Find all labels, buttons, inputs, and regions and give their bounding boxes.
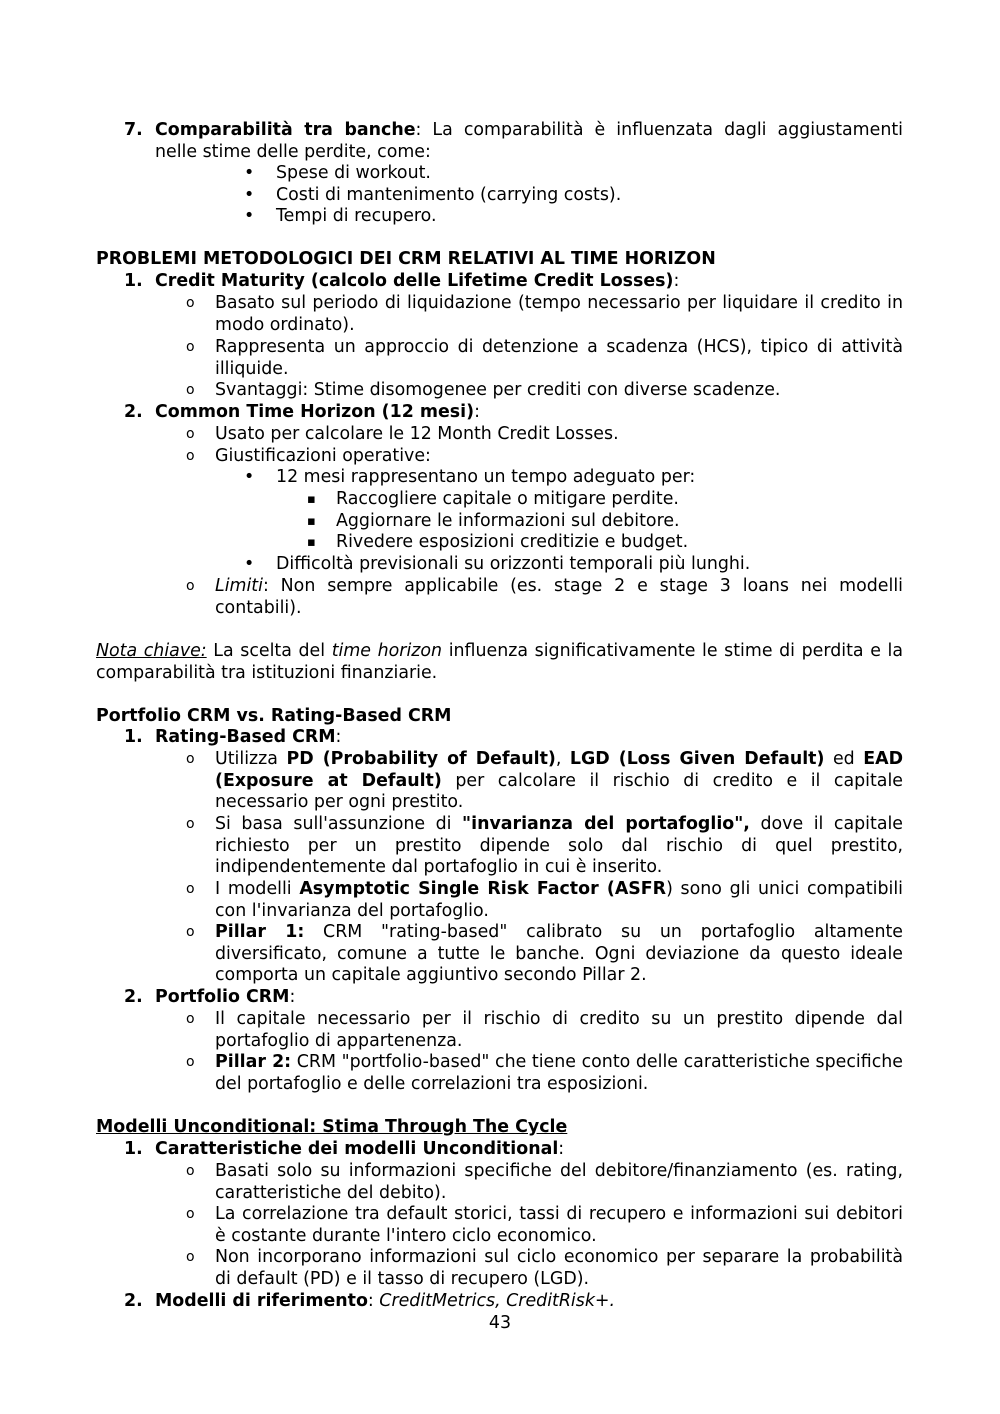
list-item-rating-based [155, 727, 903, 749]
list-item: Rappresenta un approccio di detenzione a scadenza (HCS), tipico di attività illiquide. [215, 337, 903, 379]
bullet-square: ▪ [307, 535, 316, 550]
item-text: CRM "portfolio-based" che tiene conto delle caratteristiche specifiche del portafoglio e delle correlazioni tra esposizioni. [215, 1052, 903, 1094]
list-item: Difficoltà previsionali su orizzonti temporali più lunghi. [276, 554, 751, 574]
item-title: Rating-Based CRM [155, 727, 336, 747]
bullet-circle: o [186, 1249, 195, 1265]
key-note [96, 641, 903, 684]
bullet-circle: o [186, 382, 195, 398]
bullet-circle: o [186, 578, 195, 594]
list-item-common-time-horizon [155, 402, 903, 424]
item-text: I modelli [215, 879, 300, 899]
list-item: Svantaggi: Stime disomogenee per crediti con diverse scadenze. [215, 380, 781, 400]
list-item: Raccogliere capitale o mitigare perdite. [336, 489, 679, 509]
list-item: Basato sul periodo di liquidazione (tempo necessario per liquidare il credito in modo ordinato). [215, 293, 903, 335]
bullet-square: ▪ [307, 492, 316, 507]
item-text: : Non sempre applicabile (es. stage 2 e stage 3 loans nei modelli contabili). [215, 576, 903, 618]
bullet-circle: o [186, 1206, 195, 1222]
list-item: Rivedere esposizioni creditizie e budget. [336, 532, 689, 552]
section-heading-unconditional: Modelli Unconditional: Stima Through The Cycle [96, 1117, 568, 1137]
item-title: Credit Maturity (calcolo delle Lifetime Credit Losses) [155, 271, 674, 291]
list-item: Non incorporano informazioni sul ciclo economico per separare la probabilità di default (PD) e il tasso di recupero (LGD). [215, 1247, 903, 1289]
bold-term: Pillar 2: [215, 1052, 292, 1072]
note-text: influenza significativamente le stime di perdita e la comparabilità tra istituzioni finanziarie. [96, 641, 904, 683]
item-text: : [558, 1139, 565, 1159]
note-text: La scelta del [206, 641, 332, 661]
list-item [215, 749, 903, 814]
list-number: 2. [124, 402, 143, 422]
bullet-dot: • [244, 163, 255, 183]
list-item: 12 mesi rappresentano un tempo adeguato per: [276, 467, 696, 487]
item-title: Comparabilità tra banche [155, 120, 416, 140]
item-text: ed [824, 749, 864, 769]
list-item: Usato per calcolare le 12 Month Credit Losses. [215, 424, 619, 444]
item-text: per calcolare il rischio di credito e il capitale necessario per ogni prestito. [215, 770, 903, 813]
bullet-circle: o [186, 426, 195, 442]
list-number: 2. [124, 987, 143, 1007]
list-item: Spese di workout. [276, 163, 431, 183]
item-text: : [367, 1291, 380, 1311]
item-text: CRM "rating-based" calibrato su un portafoglio altamente diversificato, comune a tutte le banche. Ogni deviazione da questo ideale comporta un capitale aggiuntivo secondo Pillar 2. [215, 922, 904, 986]
bullet-dot: • [244, 185, 255, 205]
item-title: Portfolio CRM [155, 987, 290, 1007]
page-number: 43 [488, 1313, 512, 1333]
list-item-limiti [215, 576, 903, 619]
bullet-circle: o [186, 881, 195, 897]
bullet-circle: o [186, 339, 195, 355]
list-item [215, 922, 903, 987]
italic-term: CreditMetrics, CreditRisk+. [379, 1291, 615, 1311]
list-item: Costi di mantenimento (carrying costs). [276, 185, 622, 205]
bold-term: PD (Probability of Default) [286, 749, 556, 769]
item-text: : [289, 987, 296, 1007]
list-number: 1. [124, 727, 143, 747]
bullet-circle: o [186, 295, 195, 311]
list-item: Tempi di recupero. [276, 206, 437, 226]
section-heading-portfolio-crm: Portfolio CRM vs. Rating-Based CRM [96, 706, 452, 726]
list-item: Aggiornare le informazioni sul debitore. [336, 511, 680, 531]
bold-term: EAD (Exposure at Default) [215, 749, 904, 791]
bullet-circle: o [186, 751, 195, 767]
item-text: : [474, 402, 480, 422]
note-label: Nota chiave: [96, 641, 207, 661]
italic-term: time horizon [331, 641, 443, 661]
item-text: : [673, 271, 680, 291]
bullet-circle: o [186, 1011, 195, 1027]
item-text: dove il capitale richiesto per un prestito dipende solo dal rischio di quel prestito, indipendentemente dal portafoglio in cui è inserito. [215, 814, 904, 878]
item-text: , [555, 749, 570, 769]
bullet-dot: • [244, 467, 255, 487]
bullet-circle: o [186, 448, 195, 464]
list-item: La correlazione tra default storici, tassi di recupero e informazioni sui debitori è costante durante l'intero ciclo economico. [215, 1204, 903, 1246]
bullet-dot: • [244, 206, 255, 226]
item-text: Utilizza [215, 749, 287, 769]
list-item [215, 879, 903, 922]
list-number: 1. [124, 271, 143, 291]
bullet-circle: o [186, 1054, 195, 1070]
item-title: Caratteristiche dei modelli Unconditional [155, 1139, 559, 1159]
bullet-circle: o [186, 1163, 195, 1179]
item-title: Common Time Horizon (12 mesi) [155, 402, 475, 422]
bold-term: Pillar 1: [215, 922, 305, 942]
list-item-modelli-riferimento [155, 1291, 903, 1313]
bullet-dot: • [244, 554, 255, 574]
list-number: 7. [124, 120, 143, 140]
list-item-caratteristiche [155, 1139, 903, 1161]
list-item-portfolio-crm [155, 987, 903, 1009]
list-number: 1. [124, 1139, 143, 1159]
bullet-circle: o [186, 816, 195, 832]
item-text: ) sono gli unici compatibili con l'invarianza del portafoglio. [215, 879, 903, 921]
list-item: Basati solo su informazioni specifiche del debitore/finanziamento (es. rating, caratteristiche del debito). [215, 1161, 903, 1203]
list-item: Giustificazioni operative: [215, 446, 431, 466]
list-item-credit-maturity [155, 271, 903, 293]
bullet-circle: o [186, 924, 195, 940]
list-number: 2. [124, 1291, 143, 1311]
item-text: Si basa sull'assunzione di [215, 814, 463, 834]
list-item: Il capitale necessario per il rischio di credito su un prestito dipende dal portafoglio di appartenenza. [215, 1009, 903, 1051]
section-heading-time-horizon: PROBLEMI METODOLOGICI DEI CRM RELATIVI AL TIME HORIZON [96, 249, 716, 269]
item-text: : [335, 727, 342, 747]
bold-term: Asymptotic Single Risk Factor (ASFR [299, 879, 667, 899]
list-item [215, 1052, 903, 1095]
item-text: : La comparabilità è influenzata dagli aggiustamenti nelle stime delle perdite, come: [155, 120, 903, 162]
item-title: Modelli di riferimento [155, 1291, 368, 1311]
list-item [215, 814, 903, 879]
bold-term: "invarianza del portafoglio", [462, 814, 750, 834]
italic-term: Limiti [215, 576, 263, 596]
bold-term: LGD (Loss Given Default) [569, 749, 825, 769]
bullet-square: ▪ [307, 514, 316, 529]
list-item-comparabilita [155, 120, 903, 163]
